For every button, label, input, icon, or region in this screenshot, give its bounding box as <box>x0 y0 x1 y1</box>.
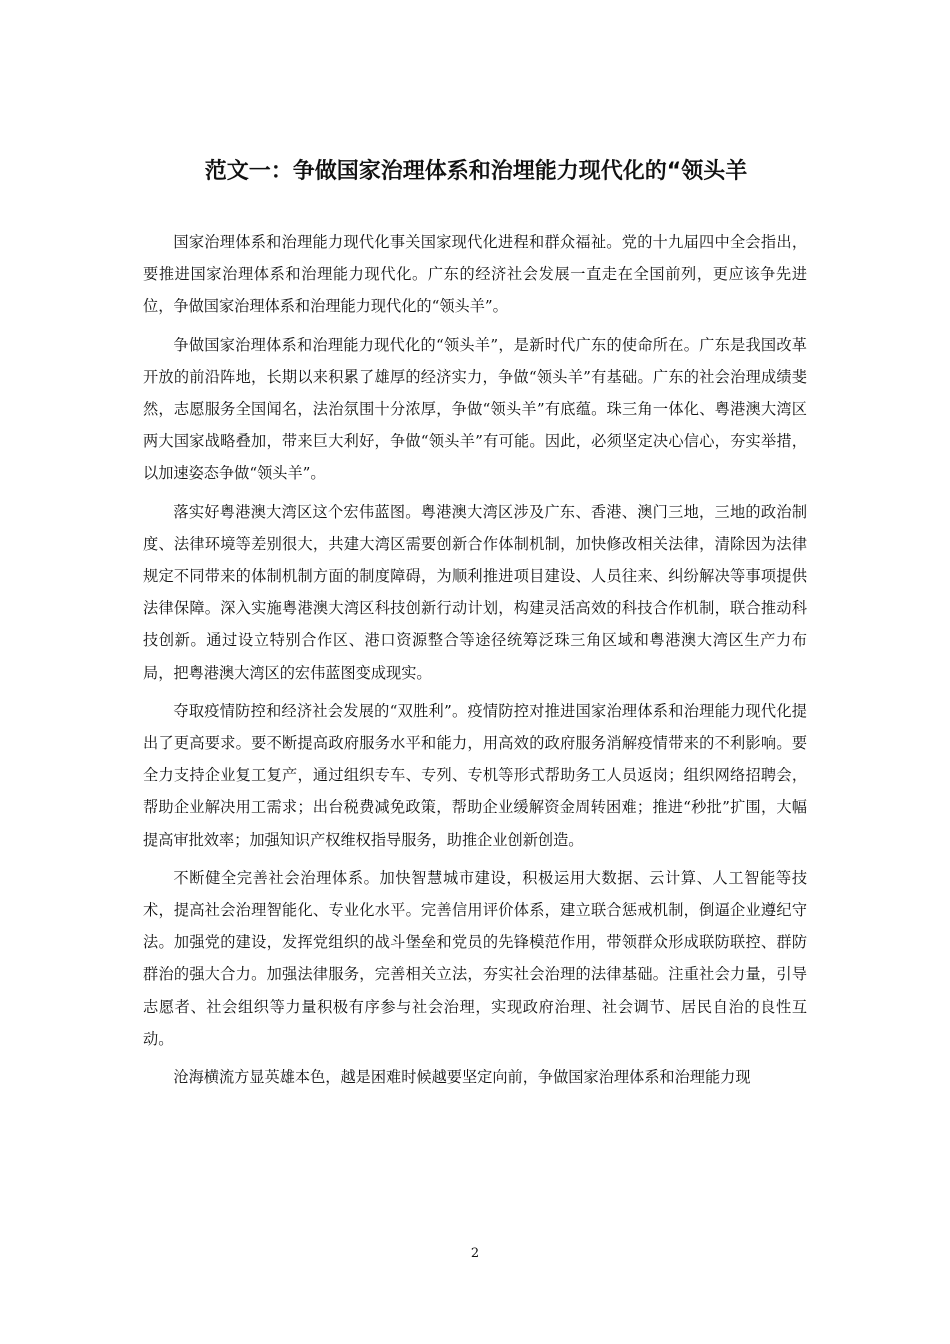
document-title: 范文一：争做国家治理体系和治埋能力现代化的“领头羊 <box>204 159 748 184</box>
document-body <box>143 226 807 1099</box>
paragraph-intro: 国家治理体系和治理能力现代化事关国家现代化进程和群众福祉。党的十九届四中全会指出，要推进国家治理体系和治理能力现代化。广东的经济社会发展一直走在全国前列，更应该争先进位，争做国家治理体系和治理能力现代化的“领头羊”。 <box>143 233 807 316</box>
paragraph-mission: 争做国家治理体系和治理能力现代化的“领头羊”，是新时代广东的使命所在。广东是我国改革开放的前沿阵地，长期以来积累了雄厚的经济实力，争做“领头羊”有基础。广东的社会治理成绩斐然，志愿服务全国闻名，法治氛围十分浓厚，争做“领头羊”有底蕴。珠三角一体化、粤港澳大湾区两大国家战略叠加，带来巨大利好，争做“领头羊”有可能。因此，必须坚定决心信心，夯实举措，以加速姿态争做“领头羊”。 <box>143 335 807 483</box>
paragraph-conclusion: 沧海横流方显英雄本色，越是困难时候越要坚定向前，争做国家治理体系和治理能力现 <box>173 1068 751 1087</box>
page-number: 2 <box>470 1246 480 1261</box>
paragraph-greater-bay-area: 落实好粤港澳大湾区这个宏伟蓝图。粤港澳大湾区涉及广东、香港、澳门三地，三地的政治制度、法律环境等差别很大，共建大湾区需要创新合作体制机制，加快修改相关法律，清除因为法律规定不同带来的体制机制方面的制度障碍，为顺利推进项目建设、人员往来、纠纷解决等事项提供法律保障。深入实施粤港澳大湾区科技创新行动计划，构建灵活高效的科技合作机制，联合推动科技创新。通过设立特别合作区、港口资源整合等途径统筹泛珠三角区域和粤港澳大湾区生产力布局，把粤港澳大湾区的宏伟蓝图变成现实。 <box>143 502 807 682</box>
paragraph-epidemic-control: 夺取疫情防控和经济社会发展的“双胜利”。疫情防控对推进国家治理体系和治理能力现代化提出了更高要求。要不断提高政府服务水平和能力，用高效的政府服务消解疫情带来的不利影响。要全力支持企业复工复产，通过组织专车、专列、专机等形式帮助务工人员返岗；组织网络招聘会，帮助企业解决用工需求；出台税费减免政策，帮助企业缓解资金周转困难；推进“秒批”扩围，大幅提高审批效率；加强知识产权维权指导服务，助推企业创新创造。 <box>143 701 807 849</box>
paragraph-social-governance: 不断健全完善社会治理体系。加快智慧城市建设，积极运用大数据、云计算、人工智能等技术，提高社会治理智能化、专业化水平。完善信用评价体系，建立联合惩戒机制，倒逼企业遵纪守法。加强党的建设，发挥党组织的战斗堡垒和党员的先锋模范作用，带领群众形成联防联控、群防群治的强大合力。加强法律服务，完善相关立法，夯实社会治理的法律基础。注重社会力量，引导志愿者、社会组织等力量积极有序参与社会治理，实现政府治理、社会调节、居民自治的良性互动。 <box>143 868 807 1048</box>
